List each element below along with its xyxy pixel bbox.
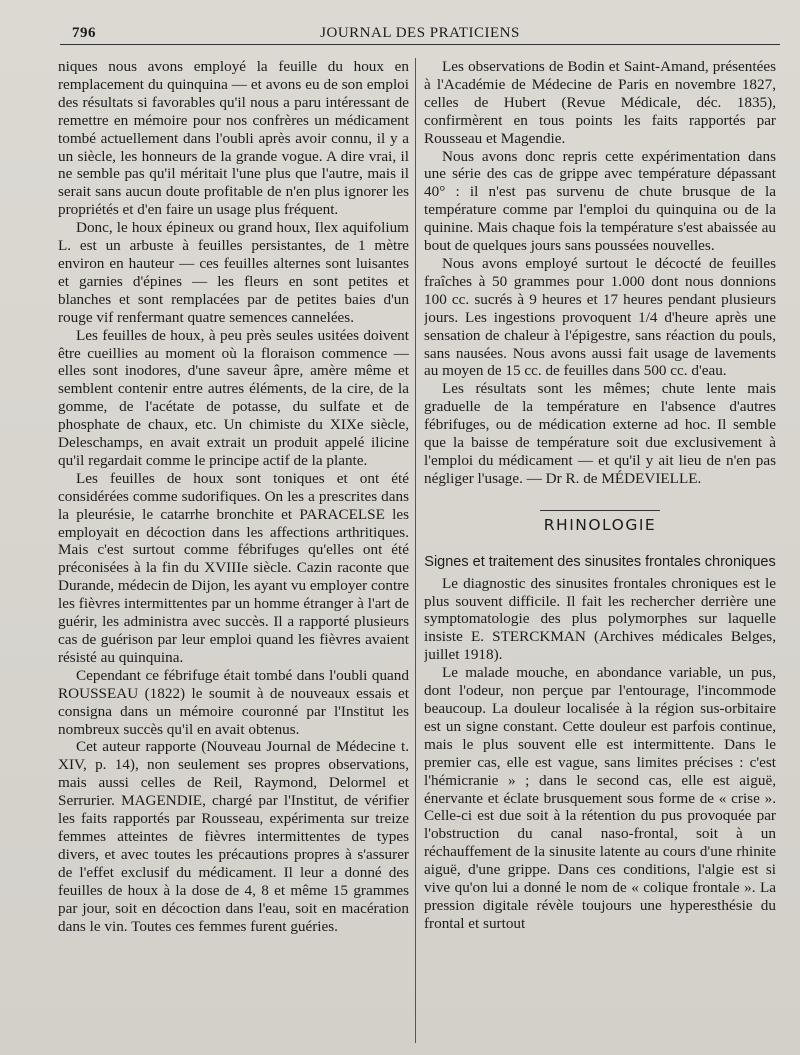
page-header — [60, 22, 780, 45]
journal-title: JOURNAL DES PRATICIENS — [320, 25, 520, 41]
article-title: Signes et traitement des sinusites frontales chroniques — [424, 553, 776, 570]
paragraph: Les feuilles de houx, à peu près seules usitées doivent être cueillies au moment où la floraison commence — elles sont inodores, d'une saveur âpre, amère même et semblent contenir entre autres éléments, de la cire, de la gomme, de l'acétate de potasse, du sulfate et de phosphate de chaux, etc. Un chimiste du XIXe siècle, Deleschamps, en avait extrait un produit appelé ilicine qu'il regardait comme le principe actif de la plante. — [58, 326, 409, 469]
section-title: RHINOLOGIE — [543, 515, 657, 534]
section-rule — [540, 510, 660, 511]
page-number: 796 — [72, 25, 96, 41]
paragraph: Donc, le houx épineux ou grand houx, Ilex aquifolium L. est un arbuste à feuilles persistantes, de 1 mètre environ en hauteur — ces feuilles alternes sont luisantes et garnies d'épines — les fleurs en sont petites et blanches et sont remplacées par de petites baies d'un rouge vif renfermant quatre semences cannelées. — [58, 219, 409, 326]
paragraph: Cependant ce fébrifuge était tombé dans l'oubli quand ROUSSEAU (1822) le soumit à de nouveaux essais et consigna dans un mémoire couronné par l'Institut les nombreux succès qu'il en avait obtenus. — [58, 666, 409, 738]
paragraph: Nous avons donc repris cette expérimentation dans une série des cas de grippe avec température dépassant 40° : il n'est pas survenu de chute brusque de la température comme par l'emploi du quinquina ou de la quinine. Mais chaque fois la température s'est abaissée au bout de quelques jours sans poussées nouvelles. — [424, 147, 776, 255]
paragraph: Le malade mouche, en abondance variable, un pus, dont l'odeur, non perçue par l'entourage, l'incommode beaucoup. La douleur localisée à la région sus-orbitaire est un signe constant. Cette douleur est parfois continue, mais le plus souvent elle est intermittente. Dans le premier cas, elle est vague, sans limites précises : c'est l'hémicranie » ; dans le second cas, elle est aiguë, énervante et éclate brusquement sous forme de « crise ». Celle-ci est due soit à la rétention du pus provoquée par l'obstruction du canal naso-frontal, soit à un réchauffement de la sinusite latente au cours d'une rhinite aiguë, d'une grippe. Dans ces conditions, l'algie est si vive qu'on lui a donné le nom de « colique frontale ». La pression digitale révèle toujours une hyperesthésie du frontal et surtout — [424, 664, 776, 932]
paragraph: niques nous avons employé la feuille du houx en remplacement du quinquina — et avons eu de son emploi des résultats si favorables qu'il nous a paru intéressant de remettre en mémoire pour nos confrères un médicament tombé actuellement dans l'oubli après avoir connu, il y a un siècle, les honneurs de la grande vogue. A dire vrai, il ne semble pas qu'il méritait l'une plus que l'autre, mais il serait sans aucun doute profitable de n'en plus ignorer les propriétés et d'en faire un usage plus fréquent. — [58, 58, 409, 219]
paragraph: Nous avons employé surtout le décocté de feuilles fraîches à 50 grammes pour 1.000 dont nous donnions 100 cc. sucrés à 9 heures et 17 heures pendant plusieurs jours. Les ingestions provoquent 1/4 d'heure après une sensation de chaleur à l'épigestre, sans réaction du pouls, sans nausées. Nous avons aussi fait usage de lavements au moyen de 15 cc. de feuilles dans 500 cc. d'eau. — [424, 254, 776, 380]
paragraph: Les feuilles de houx sont toniques et ont été considérées comme sudorifiques. On les a prescrites dans la pleurésie, le catarrhe bronchite et PARACELSE les employait en décoction dans les affections arthritiques. Mais c'est surtout comme fébrifuges qu'elles ont été préconisées à la fin du XVIIIe siècle. Cazin raconte que Durande, médecin de Dijon, les ayant vu employer contre les fièvres intermittentes par un homme étranger à l'art de guérir, les administra avec succès. Il a rapporté plusieurs cas de guérison par leur emploi quand les fièvres avaient résisté au quinquina. — [58, 469, 409, 666]
left-column — [58, 58, 409, 1028]
column-divider — [415, 58, 416, 1043]
paragraph: Le diagnostic des sinusites frontales chroniques est le plus souvent difficile. Il fait les rechercher derrière une symptomatologie des plus polymorphes sur laquelle insiste E. STERCKMAN (Archives médicales Belges, juillet 1918). — [424, 574, 776, 664]
right-column — [424, 58, 776, 1028]
paragraph: Les observations de Bodin et Saint-Amand, présentées à l'Académie de Médecine de Paris en novembre 1827, celles de Hubert (Revue Médicale, déc. 1835), confirmèrent en tous points les faits rapportés par Rousseau et Magendie. — [424, 58, 776, 147]
paragraph: Les résultats sont les mêmes; chute lente mais graduelle de la température en l'absence d'autres fébrifuges, ou de médication externe ad hoc. Il semble que la baisse de température soit due exclusivement à l'emploi du médicament — et qu'il y ait lieu de n'en pas négliger l'usage. — Dr R. de MÉDEVIELLE. — [424, 380, 776, 487]
paragraph: Cet auteur rapporte (Nouveau Journal de Médecine t. XIV, p. 14), non seulement ses propres observations, mais aussi celles de Reil, Raymond, Delormel et Serrurier. MAGENDIE, chargé par l'Institut, de vérifier les faits rapportés par Rousseau, expérimenta sur treize femmes atteintes de fièvres intermittentes de types divers, et avec toutes les précautions propres à s'assurer de l'effet exclusif du médicament. Il leur a donné des feuilles de houx à la dose de 4, 8 et même 15 grammes par jour, soit en décoction dans l'eau, soit en macération dans le vin. Toutes ces femmes furent guéries. — [58, 738, 409, 935]
